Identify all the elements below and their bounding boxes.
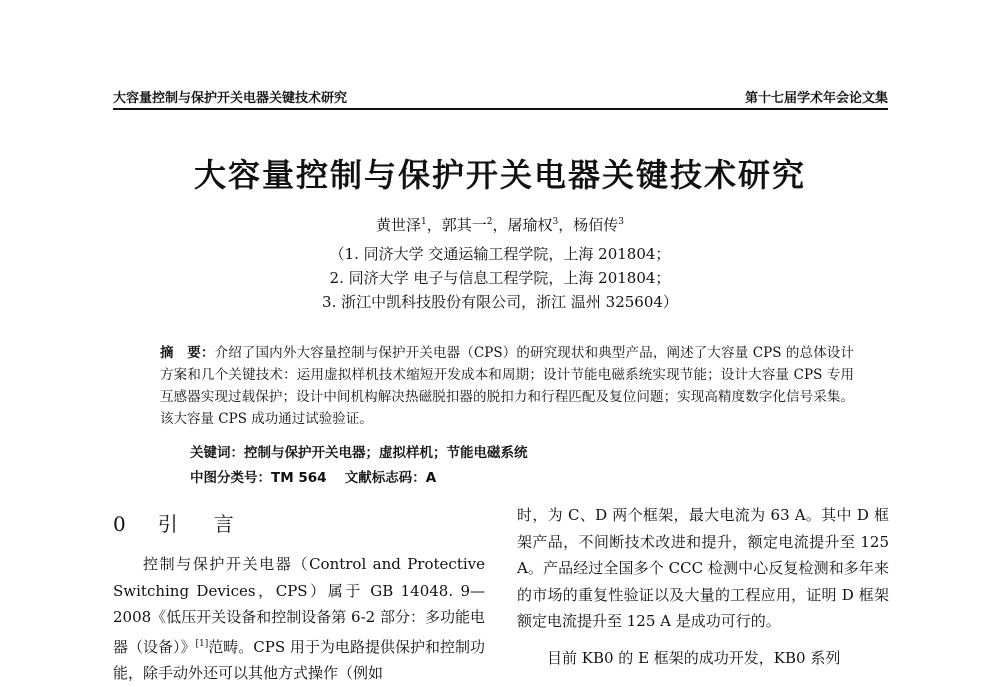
right-column xyxy=(517,502,889,671)
header-rule xyxy=(113,108,888,110)
running-header xyxy=(113,85,888,107)
author-affil-mark: 1 xyxy=(420,217,427,227)
affiliation-line: （1. 同济大学 交通运输工程学院，上海 201804； xyxy=(329,245,671,263)
keywords: 关键词：控制与保护开关电器；虚拟样机；节能电磁系统 xyxy=(190,445,528,461)
affiliation-list xyxy=(0,242,1000,314)
abstract-label: 摘 要： xyxy=(160,345,215,361)
abstract-text: 介绍了国内外大容量控制与保护开关电器（CPS）的研究现状和典型产品，阐述了大容量 CPS 的总体设计方案和几个关键技术：运用虚拟样机技术缩短开发成本和周期；设计节能电磁系统实现节能；设计大容量 CPS 专用互感器实现过载保护；设计中间机构解决热磁脱扣器的脱扣力和行程匹配及复位问题；实现高精度数字化信号采集。该大容量 CPS 成功通过试验验证。 xyxy=(160,345,854,427)
author-name: 杨佰传 xyxy=(573,216,619,234)
section-number: 0 xyxy=(113,512,134,536)
left-column xyxy=(113,508,485,687)
author-affil-mark: 3 xyxy=(618,217,625,227)
affiliation-line: 2. 同济大学 电子与信息工程学院，上海 201804； xyxy=(329,269,671,287)
body-paragraph xyxy=(113,551,485,687)
author-affil-mark: 3 xyxy=(552,217,559,227)
paragraph-text: 范畴。CPS 用于为电路提供保护和控制功能，除手动外还可以其他方式操作（例如 xyxy=(113,637,485,682)
author-name: 黄世泽 xyxy=(375,216,421,234)
abstract xyxy=(160,342,854,430)
paper-title: 大容量控制与保护开关电器关键技术研究 xyxy=(193,156,806,194)
author-list: 黄世泽$^1$，郭其一$^2$，屠瑜权$^3$，杨佰传$^3$ xyxy=(375,216,625,234)
header-left-title: 大容量控制与保护开关电器关键技术研究 xyxy=(113,91,348,106)
author-name: 郭其一 xyxy=(441,216,487,234)
body-paragraph: 目前 KB0 的 E 框架的成功开发，KB0 系列 xyxy=(547,648,841,667)
header-right-title: 第十七届学术年会论文集 xyxy=(744,91,888,106)
affiliation-line: 3. 浙江中凯科技股份有限公司，浙江 温州 325604） xyxy=(322,293,678,311)
classification: 中图分类号：TM 564 文献标志码：A xyxy=(190,470,437,486)
author-name: 屠瑜权 xyxy=(507,216,553,234)
paragraph-text: 控制与保护开关电器（Control and Protective Switching Devices，CPS）属于 GB 14048. 9—2008《低压开关设备和控制设备第 6-2 部分：多功能电器（设备）》 xyxy=(113,555,485,656)
section-title: 引 言 xyxy=(157,512,242,536)
section-heading xyxy=(113,508,485,537)
body-paragraph: 时，为 C、D 两个框架，最大电流为 63 A。其中 D 框架产品，不间断技术改进和提升，额定电流提升至 125 A。产品经过全国多个 CCC 检测中心反复检测和多年来的市场的重复性验证以及大量的工程应用，证明 D 框架额定电流提升至 125 A 是成功可行的。 xyxy=(517,506,889,630)
author-affil-mark: 2 xyxy=(486,217,493,227)
citation-ref: [1] xyxy=(195,638,209,649)
